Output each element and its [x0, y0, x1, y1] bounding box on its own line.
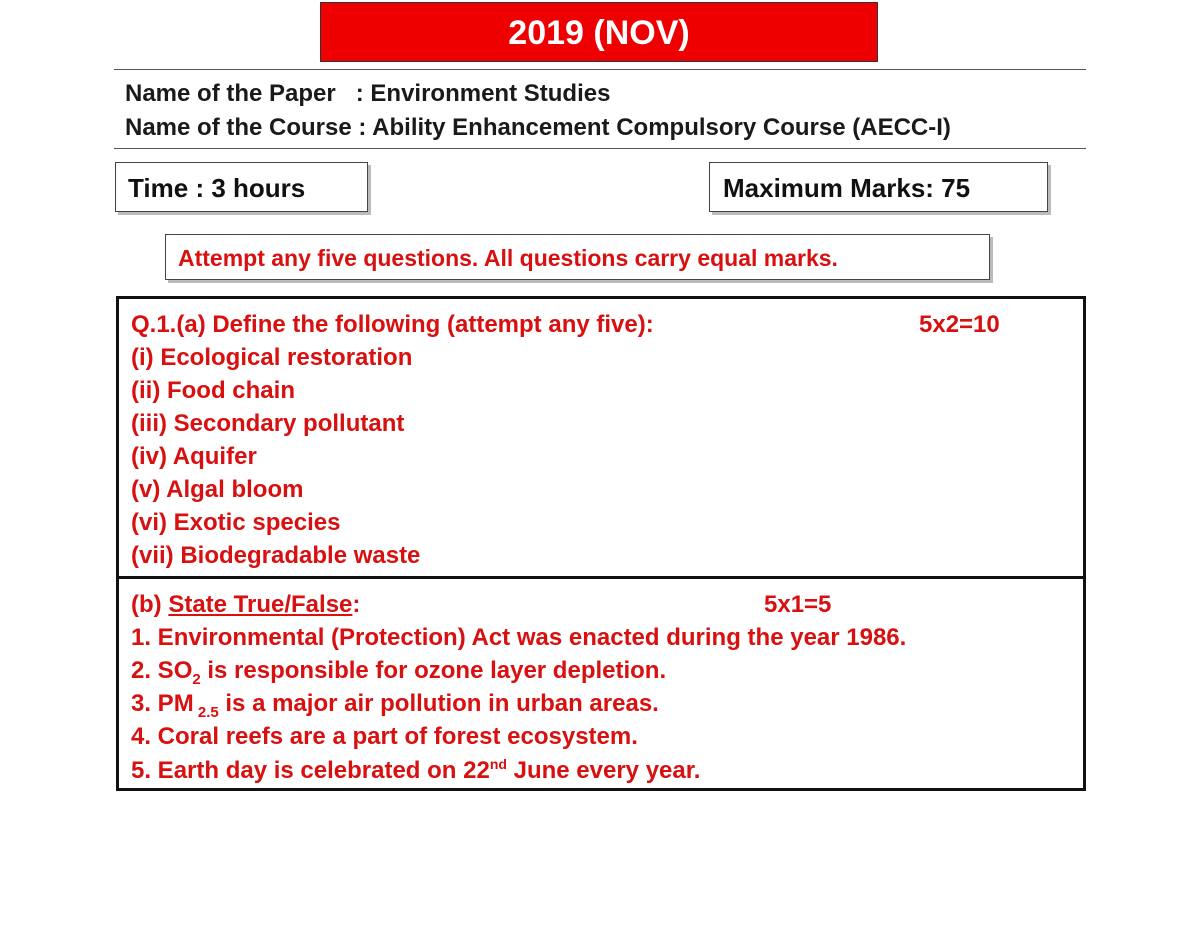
question-1a-box	[116, 296, 1086, 579]
definition-item: (iii) Secondary pollutant	[131, 410, 405, 437]
year-banner: 2019 (NOV)	[320, 2, 878, 62]
definition-item: (i) Ecological restoration	[131, 344, 413, 371]
divider-bottom	[114, 148, 1086, 149]
statement-5: 5. Earth day is celebrated on 22nd June every year.	[131, 756, 701, 784]
course-name-row	[125, 114, 951, 142]
statement-2: 2. $SO_2$ is responsible for ozone layer depletion.	[131, 657, 667, 688]
statement-3: 3. PM $_{2.5}$ is a major air pollution in urban areas.	[131, 690, 659, 721]
true-false-label: State True/False	[168, 591, 353, 618]
statement-4: 4. Coral reefs are a part of forest ecosystem.	[131, 723, 638, 750]
definition-item: (iv) Aquifer	[131, 443, 257, 470]
time-text: Time : 3 hours	[128, 173, 306, 203]
question-1b-box	[116, 576, 1086, 791]
time-box	[115, 162, 368, 212]
definition-item: (vi) Exotic species	[131, 509, 341, 536]
definition-item: (vii) Biodegradable waste	[131, 542, 421, 569]
course-name-value: : Ability Enhancement Compulsory Course (AECC-I)	[358, 114, 951, 141]
paper-name-value: : Environment Studies	[355, 80, 611, 107]
question-1a-heading: Q.1.(a) Define the following (attempt any five):	[131, 311, 654, 338]
paper-name-row	[125, 80, 610, 108]
paper-name-label: Name of the Paper	[125, 80, 356, 107]
question-1b-marks: 5x1=5	[764, 591, 832, 618]
divider-top	[114, 69, 1086, 70]
statement-1: 1. Environmental (Protection) Act was enacted during the year 1986.	[131, 624, 907, 651]
max-marks-box	[709, 162, 1048, 212]
course-name-label: Name of the Course	[125, 114, 359, 141]
question-1b-heading: (b) State True/False:	[131, 591, 361, 618]
question-1a-marks: 5x2=10	[919, 311, 1000, 338]
definition-item: (v) Algal bloom	[131, 476, 304, 503]
instruction-text: Attempt any five questions. All questions carry equal marks.	[178, 245, 838, 271]
instruction-box	[165, 234, 990, 280]
max-marks-text: Maximum Marks: 75	[723, 173, 971, 203]
definition-item: (ii) Food chain	[131, 377, 295, 404]
